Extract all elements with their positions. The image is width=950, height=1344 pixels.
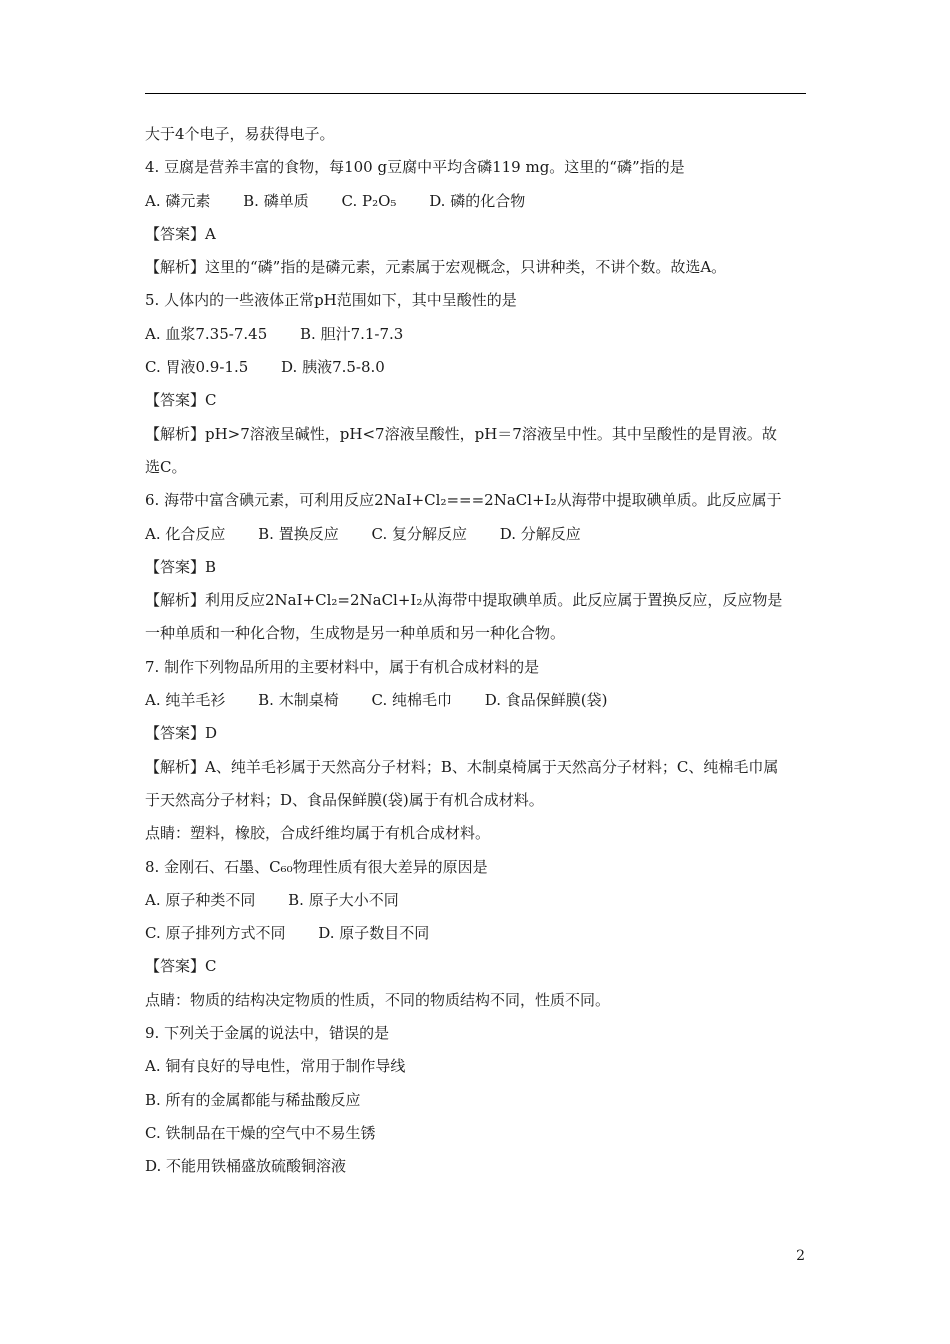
- option-b: B. 所有的金属都能与稀盐酸反应: [145, 1090, 361, 1109]
- option-c: C. 复分解反应: [371, 524, 467, 543]
- answer-4: 【答案】A: [145, 224, 216, 243]
- question-9: 9. 下列关于金属的说法中，错误的是: [145, 1024, 390, 1043]
- explanation-7-cont: 于天然高分子材料；D、食品保鲜膜(袋)属于有机合成材料。: [145, 790, 544, 809]
- question-7: 7. 制作下列物品所用的主要材料中，属于有机合成材料的是: [145, 657, 540, 676]
- option-a: A. 铜有良好的导电性，常用于制作导线: [145, 1057, 406, 1076]
- note-7: 点睛：塑料，橡胶，合成纤维均属于有机合成材料。: [145, 824, 491, 843]
- answer-5: 【答案】C: [145, 391, 217, 410]
- option-d: D. 不能用铁桶盛放硫酸铜溶液: [145, 1157, 347, 1176]
- option-d: D. 分解反应: [499, 524, 581, 543]
- option-b: B. 原子大小不同: [288, 890, 399, 909]
- option-b: B. 胆汁7.1-7.3: [300, 324, 404, 343]
- question-7-options: [145, 684, 807, 717]
- question-5-options-row2: [145, 351, 807, 384]
- option-a: A. 纯羊毛衫: [145, 691, 226, 710]
- question-4: 4. 豆腐是营养丰富的食物，每100 g豆腐中平均含磷119 mg。这里的“磷”指的是: [145, 158, 685, 177]
- option-b: B. 置换反应: [258, 524, 339, 543]
- option-b: B. 磷单质: [243, 191, 309, 210]
- explanation-6: 【解析】利用反应2NaI+Cl₂=2NaCl+I₂从海带中提取碘单质。此反应属于置换反应，反应物是: [145, 591, 783, 610]
- document-body: [145, 118, 807, 1184]
- answer-8: 【答案】C: [145, 957, 217, 976]
- option-a: A. 原子种类不同: [145, 890, 256, 909]
- question-5: 5. 人体内的一些液体正常pH范围如下，其中呈酸性的是: [145, 291, 517, 310]
- text-line: 大于4个电子，易获得电子。: [145, 125, 335, 143]
- option-c: C. P₂O₅: [341, 191, 397, 210]
- note-8: 点睛：物质的结构决定物质的性质，不同的物质结构不同，性质不同。: [145, 990, 611, 1009]
- option-d: D. 原子数目不同: [318, 924, 430, 943]
- answer-7: 【答案】D: [145, 724, 218, 743]
- question-8-options-row2: [145, 917, 807, 950]
- option-c: C. 纯棉毛巾: [371, 691, 452, 710]
- option-d: D. 胰液7.5-8.0: [281, 358, 385, 377]
- question-8-options-row1: [145, 884, 807, 917]
- option-a: A. 血浆7.35-7.45: [145, 324, 268, 343]
- option-c: C. 铁制品在干燥的空气中不易生锈: [145, 1123, 376, 1142]
- option-d: D. 食品保鲜膜(袋): [484, 691, 608, 710]
- option-c: C. 胃液0.9-1.5: [145, 358, 249, 377]
- explanation-5: 【解析】pH>7溶液呈碱性，pH<7溶液呈酸性，pH＝7溶液呈中性。其中呈酸性的是胃液。故: [145, 424, 777, 443]
- option-b: B. 木制桌椅: [258, 691, 339, 710]
- explanation-7: 【解析】A、纯羊毛衫属于天然高分子材料；B、木制桌椅属于天然高分子材料；C、纯棉毛巾属: [145, 757, 779, 776]
- explanation-5-cont: 选C。: [145, 457, 187, 476]
- explanation-6-cont: 一种单质和一种化合物，生成物是另一种单质和另一种化合物。: [145, 624, 566, 643]
- question-8: 8. 金刚石、石墨、C₆₀物理性质有很大差异的原因是: [145, 857, 488, 876]
- option-d: D. 磷的化合物: [429, 191, 526, 210]
- option-a: A. 磷元素: [145, 191, 211, 210]
- question-5-options-row1: [145, 318, 807, 351]
- explanation-4: 【解析】这里的“磷”指的是磷元素，元素属于宏观概念，只讲种类，不讲个数。故选A。: [145, 258, 727, 277]
- header-rule: [145, 93, 806, 94]
- option-a: A. 化合反应: [145, 524, 226, 543]
- page-number: 2: [796, 1248, 805, 1264]
- option-c: C. 原子排列方式不同: [145, 924, 286, 943]
- question-6: 6. 海带中富含碘元素，可利用反应2NaI+Cl₂===2NaCl+I₂从海带中提取碘单质。此反应属于: [145, 491, 782, 510]
- question-6-options: [145, 518, 807, 551]
- question-4-options: [145, 185, 807, 218]
- answer-6: 【答案】B: [145, 557, 217, 576]
